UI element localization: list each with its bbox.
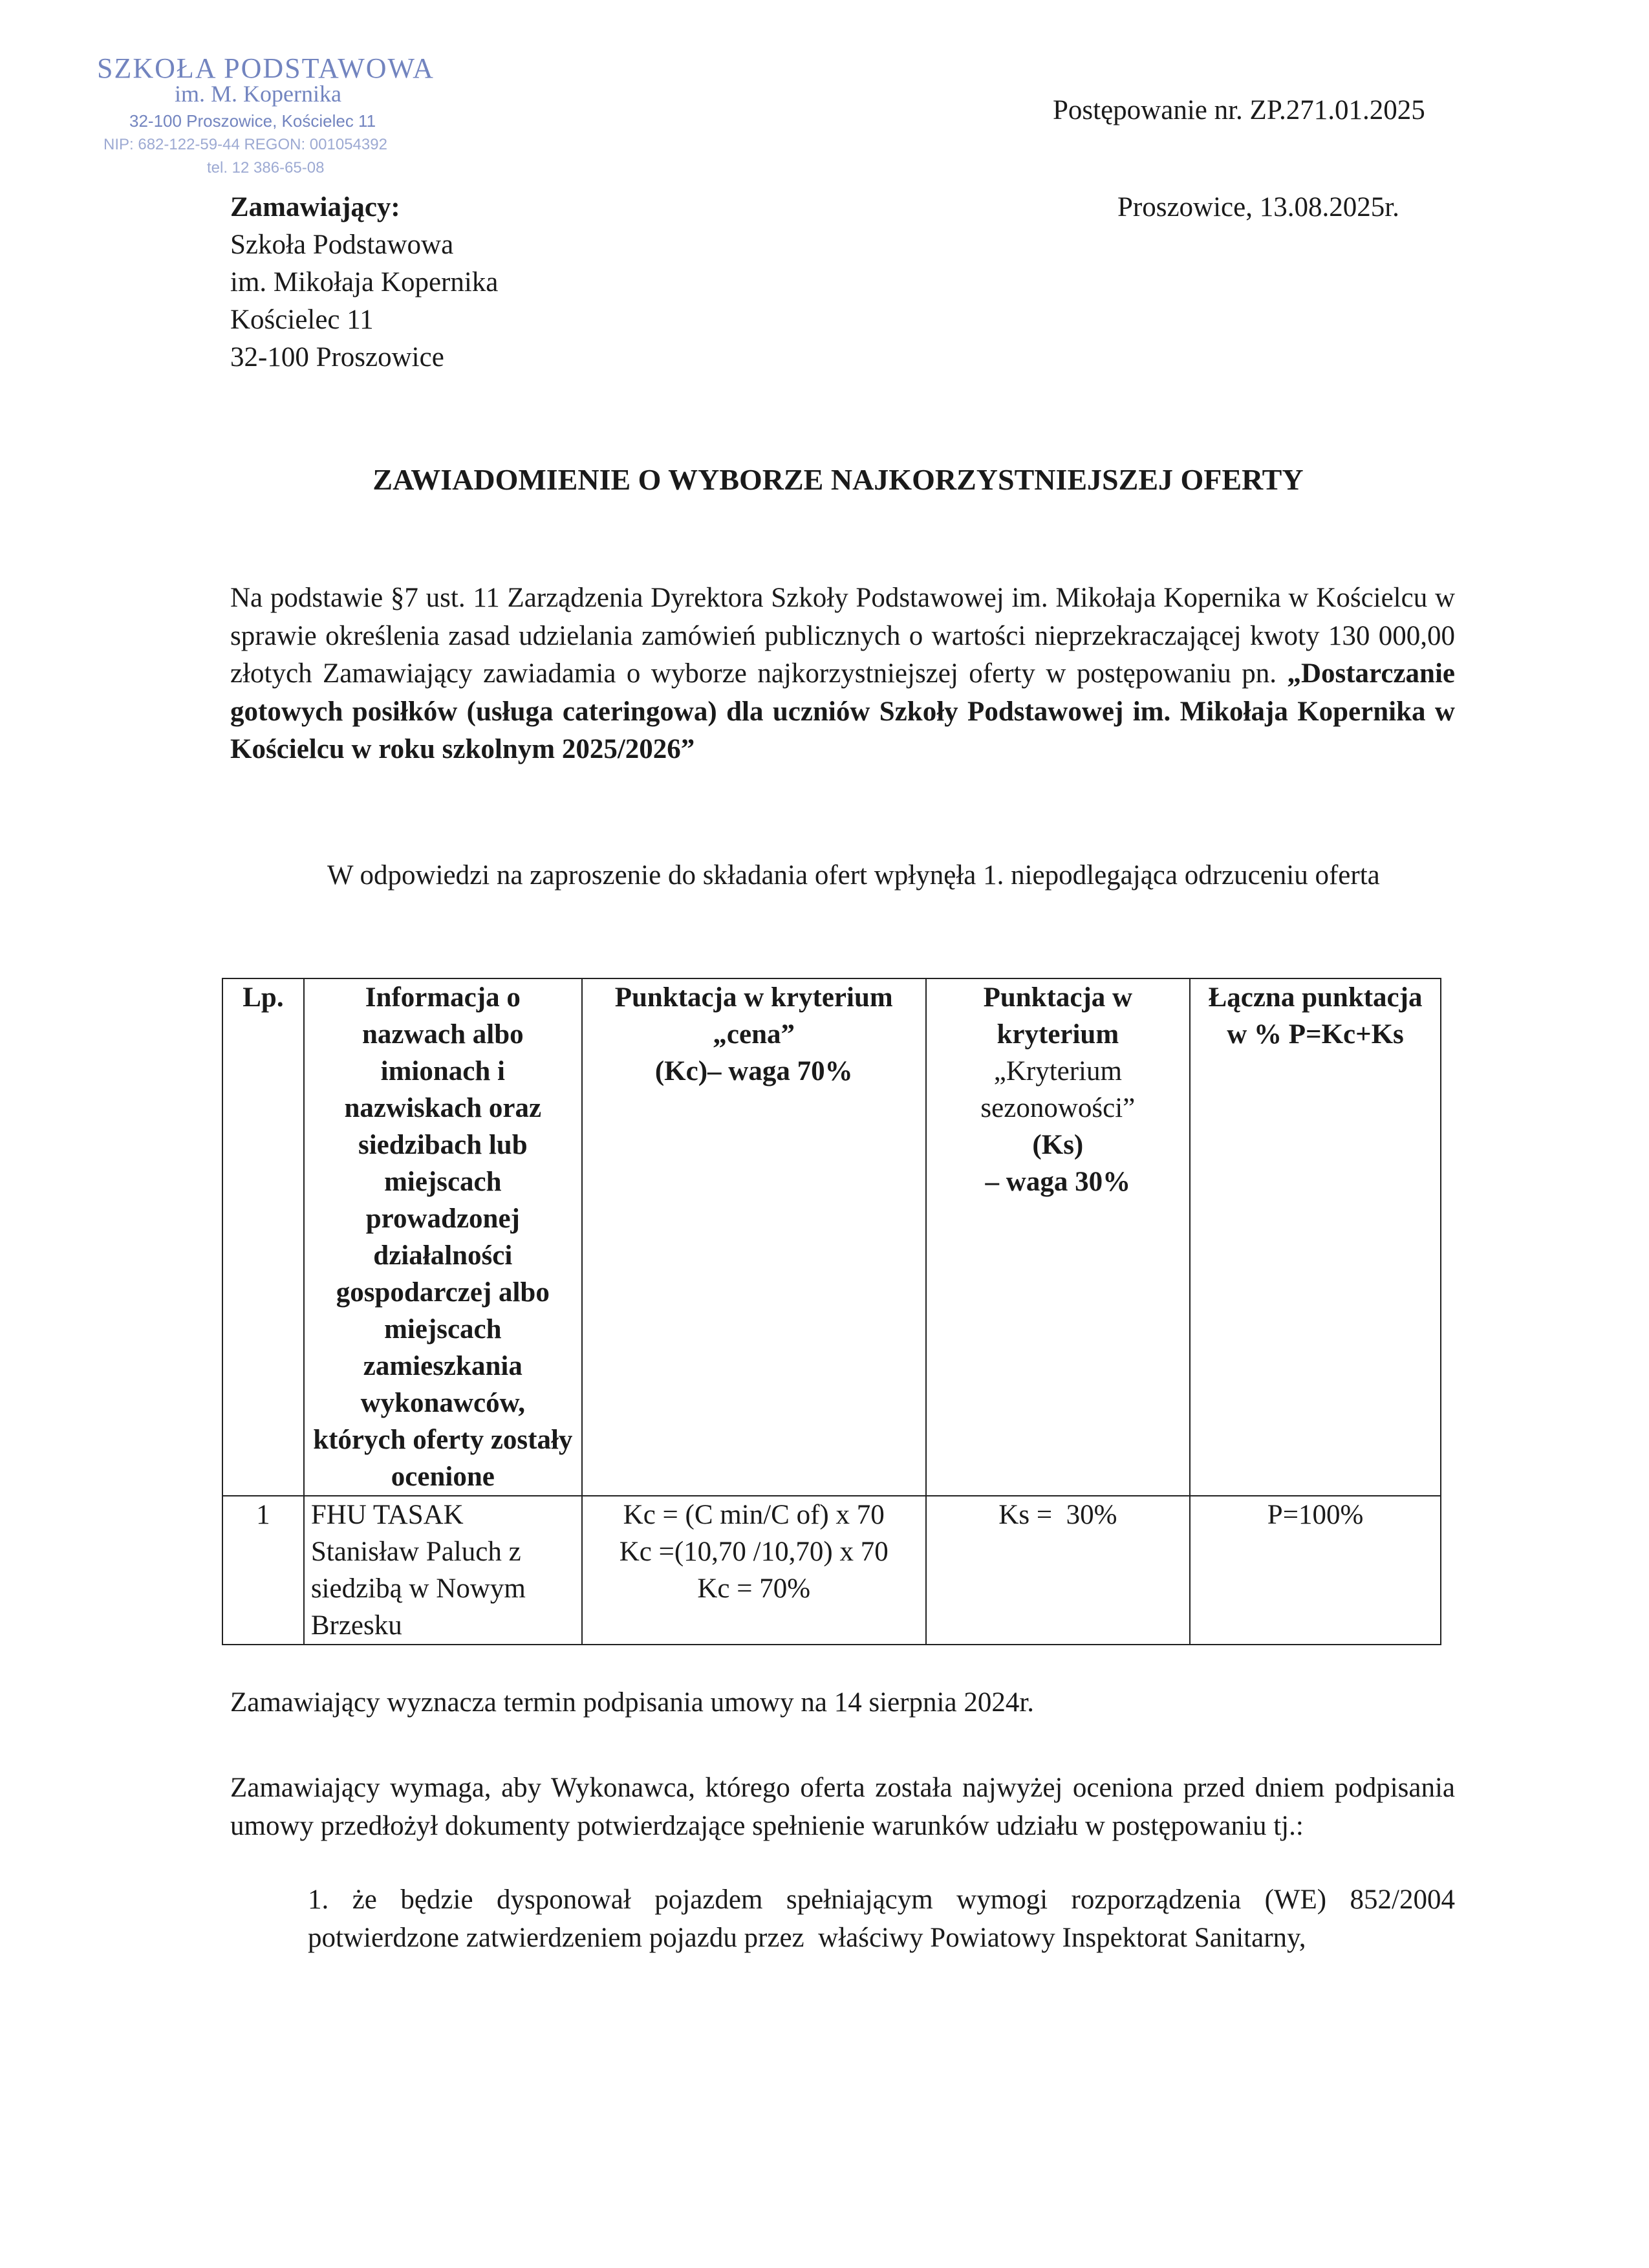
contracting-authority-label: Zamawiający: xyxy=(230,192,400,222)
procedure-reference: Postępowanie nr. ZP.271.01.2025 xyxy=(1053,95,1425,125)
stamp-line: SZKOŁA PODSTAWOWA xyxy=(97,52,435,84)
offers-received-paragraph: W odpowiedzi na zaproszenie do składania ofert wpłynęła 1. niepodlegająca odrzuceniu oferta xyxy=(327,860,1380,891)
header-price-b: (Kc)– waga 70% xyxy=(654,1056,853,1086)
price-result: Kc = 70% xyxy=(697,1573,811,1604)
header-total-score: Łączna punktacja w % P=Kc+Ks xyxy=(1190,978,1441,1496)
price-calculation: Kc =(10,70 /10,70) x 70 xyxy=(619,1537,889,1567)
cell-price-score xyxy=(582,1496,926,1645)
header-season-b: „Kryterium sezonowości” xyxy=(980,1056,1136,1123)
header-contractor-info: Informacja o nazwach albo imionach i nazwiskach oraz siedzibach lub miejscach prowadzonej działalności gospodarczej albo miejscach zamieszkania wykonawców, których oferty zostały ocenione xyxy=(304,978,582,1496)
header-lp: Lp. xyxy=(222,978,304,1496)
cell-total-score: P=100% xyxy=(1190,1496,1441,1645)
stamp-line: 32-100 Proszowice, Kościelec 11 xyxy=(129,111,376,131)
signing-date-paragraph: Zamawiający wyznacza termin podpisania umowy na 14 sierpnia 2024r. xyxy=(230,1687,1035,1718)
price-formula: Kc = (C min/C of) x 70 xyxy=(623,1500,885,1530)
document-title: ZAWIADOMIENIE O WYBORZE NAJKORZYSTNIEJSZEJ OFERTY xyxy=(372,463,1304,496)
header-price-a: Punktacja w kryterium „cena” xyxy=(614,982,893,1050)
school-stamp xyxy=(97,52,459,181)
document-date: Proszowice, 13.08.2025r. xyxy=(1117,192,1399,222)
requirements-intro-paragraph: Zamawiający wymaga, aby Wykonawca, którego oferta została najwyżej oceniona przed dniem podpisania umowy przedłożył dokumenty potwierdzające spełnienie warunków udziału w postępowaniu tj.: xyxy=(230,1773,1455,1841)
stamp-line: im. M. Kopernika xyxy=(175,81,341,107)
header-season-a: Punktacja w kryterium xyxy=(983,982,1133,1050)
intro-text: Na podstawie §7 ust. 11 Zarządzenia Dyrektora Szkoły Podstawowej im. Mikołaja Kopernika w Kościelcu w sprawie określenia zasad udzielania zamówień publicznych o wartości nieprzekraczającej kwoty 130 000,00 złotych Zamawiający zawiadamia o wyborze najkorzystniejszej oferty w postępowaniu pn. xyxy=(230,583,1455,689)
authority-city: 32-100 Proszowice xyxy=(230,342,444,373)
authority-street: Kościelec 11 xyxy=(230,305,374,335)
table-row xyxy=(222,1496,1441,1645)
authority-patron: im. Mikołaja Kopernika xyxy=(230,267,499,297)
stamp-line: tel. 12 386-65-08 xyxy=(207,159,325,177)
procurement-name: „Dostarczanie gotowych posiłków (usługa cateringowa) dla uczniów Szkoły Podstawowej im. Mikołaja Kopernika w Kościelcu w roku szkolnym 2025/2026” xyxy=(230,658,1455,764)
offer-evaluation-table xyxy=(222,978,1441,1645)
header-seasonality-criterion xyxy=(926,978,1190,1496)
requirements-list-item: 1. że będzie dysponował pojazdem spełniającym wymogi rozporządzenia (WE) 852/2004 potwierdzone zatwierdzeniem pojazdu przez właściwy Powiatowy Inspektorat Sanitarny, xyxy=(308,1885,1462,1953)
intro-paragraph xyxy=(230,579,1455,769)
cell-seasonality-score: Ks = 30% xyxy=(926,1496,1190,1645)
cell-contractor: FHU TASAK Stanisław Paluch z siedzibą w Nowym Brzesku xyxy=(304,1496,582,1645)
table-header-row xyxy=(222,978,1441,1496)
contracting-authority-block xyxy=(230,189,498,376)
cell-lp: 1 xyxy=(222,1496,304,1645)
header-season-c: (Ks) xyxy=(1032,1130,1084,1160)
header-price-criterion xyxy=(582,978,926,1496)
authority-name: Szkoła Podstawowa xyxy=(230,230,454,260)
header-season-d: – waga 30% xyxy=(985,1167,1131,1197)
stamp-line: NIP: 682-122-59-44 REGON: 001054392 xyxy=(103,136,387,153)
